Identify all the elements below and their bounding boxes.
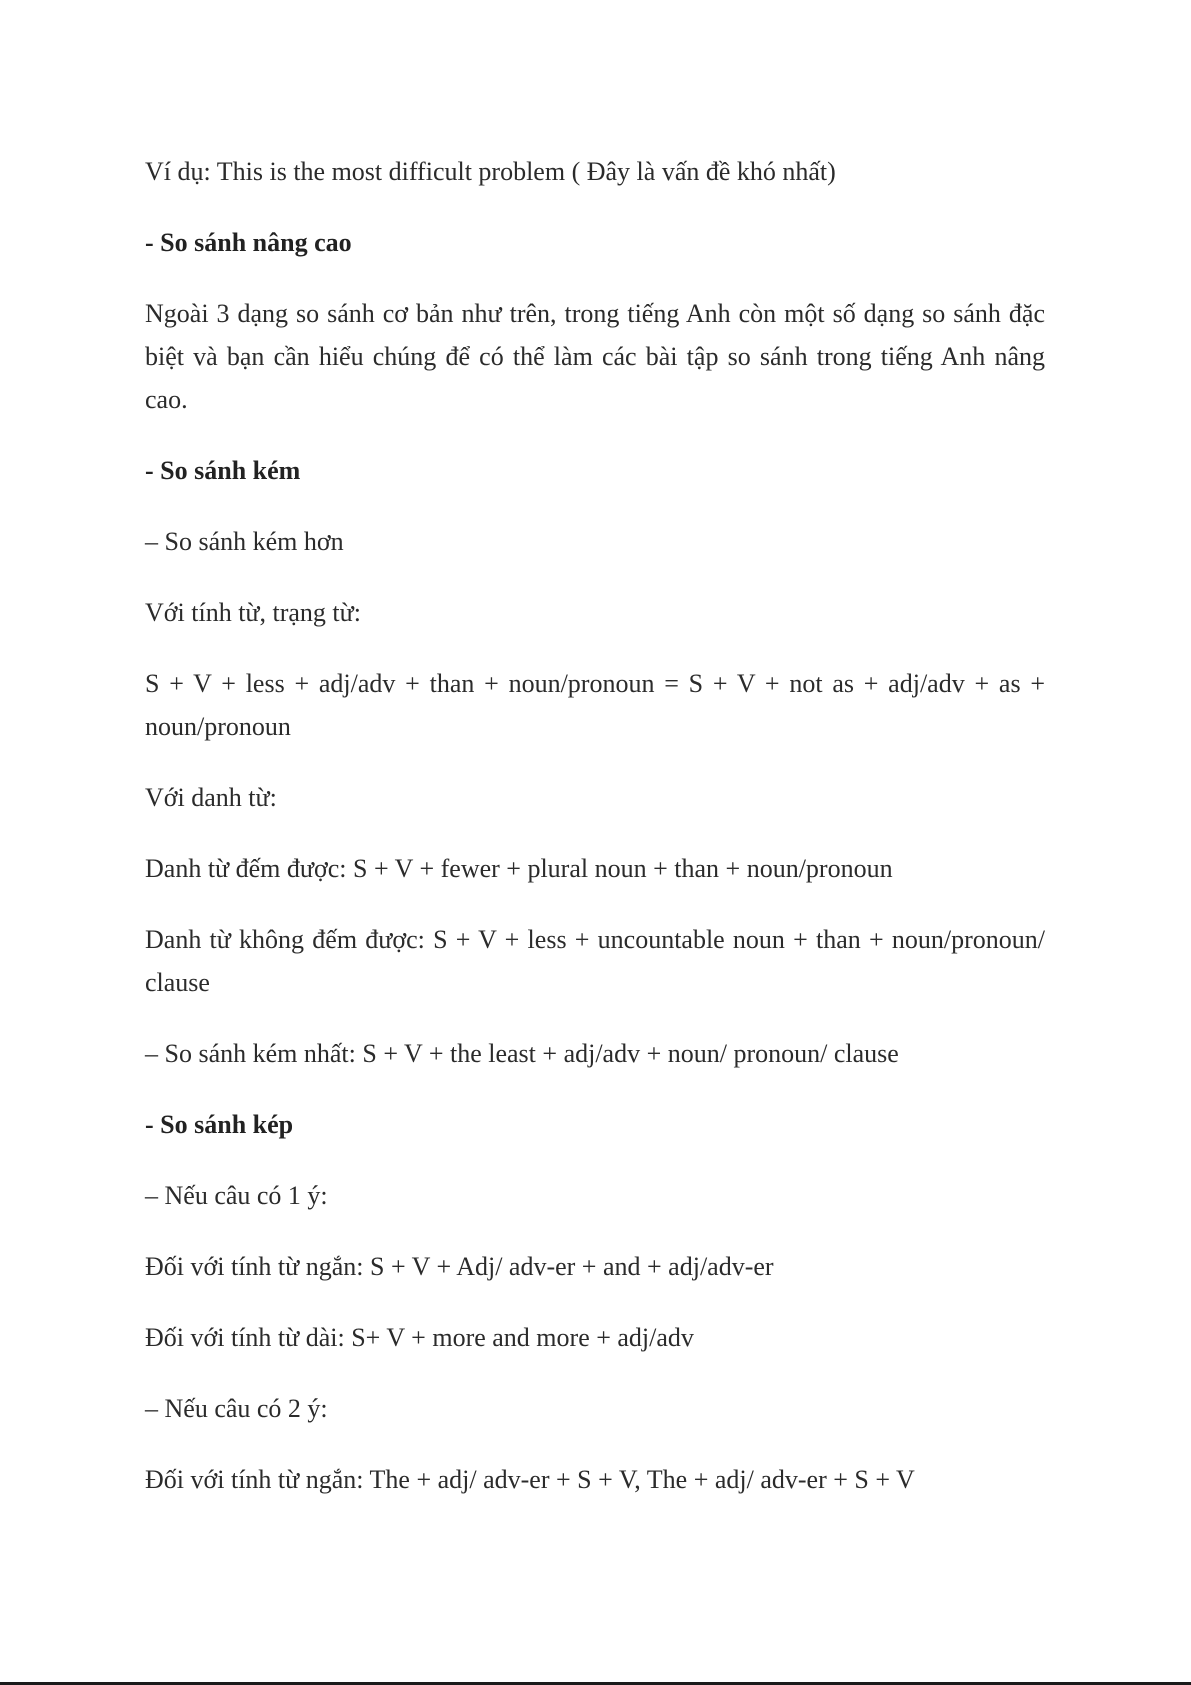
formula-short-adjective-one-clause: Đối với tính từ ngắn: S + V + Adj/ adv-er + and + adj/adv-er	[145, 1252, 774, 1281]
formula-long-adjective-one-clause: Đối với tính từ dài: S+ V + more and more + adj/adv	[145, 1323, 694, 1352]
section-heading-inferior-comparison: - So sánh kém	[145, 456, 301, 485]
subheading-two-clauses: – Nếu câu có 2 ý:	[145, 1394, 328, 1423]
formula-short-adjective-two-clauses: Đối với tính từ ngắn: The + adj/ adv-er + S + V, The + adj/ adv-er + S + V	[145, 1465, 915, 1494]
formula-less-than: S + V + less + adj/adv + than + noun/pronoun = S + V + not as + adj/adv + as + noun/pronoun	[145, 669, 1045, 741]
section-heading-advanced-comparison: - So sánh nâng cao	[145, 228, 352, 257]
document-page	[145, 150, 1045, 1529]
label-nouns: Với danh từ:	[145, 783, 277, 812]
section-heading-double-comparison: - So sánh kép	[145, 1110, 294, 1139]
subheading-one-clause: – Nếu câu có 1 ý:	[145, 1181, 328, 1210]
intro-paragraph: Ngoài 3 dạng so sánh cơ bản như trên, trong tiếng Anh còn một số dạng so sánh đặc biệt và bạn cần hiểu chúng để có thể làm các bài tập so sánh trong tiếng Anh nâng cao.	[145, 299, 1045, 414]
example-sentence: Ví dụ: This is the most difficult problem ( Đây là vấn đề khó nhất)	[145, 157, 836, 186]
formula-least: – So sánh kém nhất: S + V + the least + adj/adv + noun/ pronoun/ clause	[145, 1039, 899, 1068]
formula-uncountable-nouns: Danh từ không đếm được: S + V + less + uncountable noun + than + noun/pronoun/ clause	[145, 925, 1045, 997]
subheading-less-than: – So sánh kém hơn	[145, 527, 344, 556]
formula-countable-nouns: Danh từ đếm được: S + V + fewer + plural noun + than + noun/pronoun	[145, 854, 893, 883]
label-adjectives-adverbs: Với tính từ, trạng từ:	[145, 598, 361, 627]
